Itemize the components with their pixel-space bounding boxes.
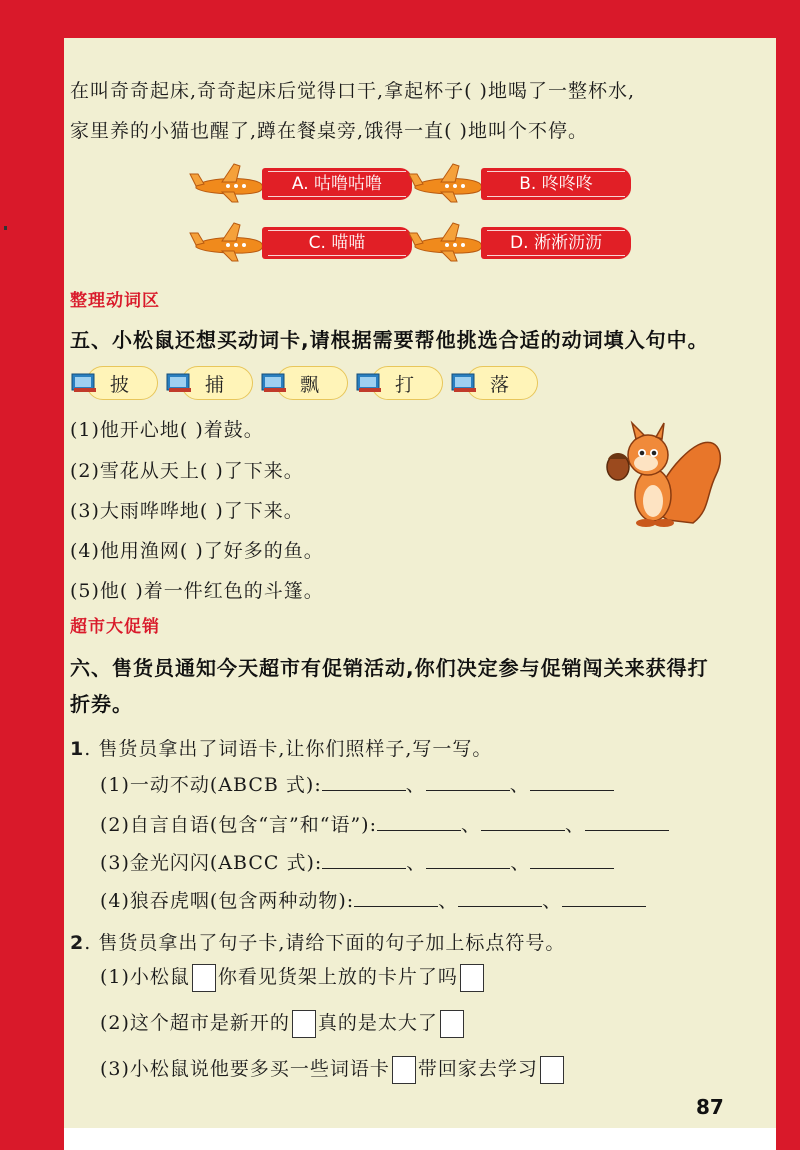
answer-blank[interactable] xyxy=(530,772,614,791)
answer-blank[interactable] xyxy=(322,772,406,791)
answer-blank[interactable] xyxy=(585,812,669,831)
book-icon xyxy=(165,370,193,394)
page-number: 87 xyxy=(696,1095,724,1119)
sentence-part: 真的是太大了 xyxy=(317,1012,438,1034)
verb-card-text: 打 xyxy=(395,374,415,396)
word-item-3 xyxy=(100,848,614,875)
verb-card-2[interactable] xyxy=(165,362,251,402)
story-line-2: 家里养的小猫也醒了,蹲在餐桌旁,饿得一直( )地叫个不停。 xyxy=(70,120,588,142)
verb-card-text: 落 xyxy=(490,374,510,396)
punctuation-box[interactable] xyxy=(440,1010,464,1038)
answer-blank[interactable] xyxy=(458,888,542,907)
task-2-text: . 售货员拿出了句子卡,请给下面的句子加上标点符号。 xyxy=(84,932,566,954)
separator: 、 xyxy=(510,852,531,874)
word-item-4 xyxy=(100,886,646,913)
sentence-part: (3)小松鼠说他要多买一些词语卡 xyxy=(100,1058,390,1080)
word-item-label: (3)金光闪闪(ABCC 式): xyxy=(100,852,323,874)
sentence-part: 带回家去学习 xyxy=(417,1058,538,1080)
book-icon xyxy=(70,370,98,394)
separator: 、 xyxy=(405,774,426,796)
task-2-prompt xyxy=(70,928,565,955)
question-6-line-2: 折券。 xyxy=(70,692,133,716)
airplane-icon xyxy=(186,162,266,204)
task-1-text: . 售货员拿出了词语卡,让你们照样子,写一写。 xyxy=(84,738,493,760)
answer-blank[interactable] xyxy=(377,812,461,831)
verb-card-3[interactable] xyxy=(260,362,346,402)
task-1-number: 1 xyxy=(70,738,85,760)
task-1-prompt xyxy=(70,734,492,761)
airplane-icon xyxy=(405,162,485,204)
question-6-line-1: 六、售货员通知今天超市有促销活动,你们决定参与促销闯关来获得打 xyxy=(70,656,709,680)
sentence-item-1 xyxy=(100,962,486,992)
verb-card-5[interactable] xyxy=(450,362,536,402)
verb-item-5: (5)他( )着一件红色的斗篷。 xyxy=(70,580,324,602)
word-item-2 xyxy=(100,810,669,837)
option-label: D. 淅淅沥沥 xyxy=(481,227,631,259)
answer-blank[interactable] xyxy=(562,888,646,907)
section-title-verbs: 整理动词区 xyxy=(70,291,160,311)
answer-blank[interactable] xyxy=(530,850,614,869)
word-item-label: (4)狼吞虎咽(包含两种动物): xyxy=(100,890,355,912)
question-5: 五、小松鼠还想买动词卡,请根据需要帮他挑选合适的动词填入句中。 xyxy=(70,328,709,352)
verb-card-text: 披 xyxy=(110,374,130,396)
punctuation-box[interactable] xyxy=(460,964,484,992)
sentence-item-2 xyxy=(100,1008,466,1038)
verb-item-1: (1)他开心地( )着鼓。 xyxy=(70,419,264,441)
airplane-icon xyxy=(405,221,485,263)
airplane-icon xyxy=(186,221,266,263)
option-label: A. 咕噜咕噜 xyxy=(262,168,412,200)
answer-blank[interactable] xyxy=(354,888,438,907)
option-label: C. 喵喵 xyxy=(262,227,412,259)
task-2-number: 2 xyxy=(70,932,85,954)
answer-blank[interactable] xyxy=(481,812,565,831)
bottom-margin xyxy=(64,1128,776,1150)
sentence-item-3 xyxy=(100,1054,566,1084)
book-icon xyxy=(450,370,478,394)
verb-item-2: (2)雪花从天上( )了下来。 xyxy=(70,460,304,482)
punctuation-box[interactable] xyxy=(292,1010,316,1038)
option-label: B. 咚咚咚 xyxy=(481,168,631,200)
section-title-sale: 超市大促销 xyxy=(70,617,160,637)
verb-card-4[interactable] xyxy=(355,362,441,402)
story-line-1: 在叫奇奇起床,奇奇起床后觉得口干,拿起杯子( )地喝了一整杯水, xyxy=(70,80,635,102)
sentence-part: (2)这个超市是新开的 xyxy=(100,1012,290,1034)
separator: 、 xyxy=(461,814,482,836)
verb-item-3: (3)大雨哗哗地( )了下来。 xyxy=(70,500,304,522)
answer-blank[interactable] xyxy=(322,850,406,869)
edge-mark xyxy=(4,226,7,230)
punctuation-box[interactable] xyxy=(540,1056,564,1084)
separator: 、 xyxy=(406,852,427,874)
sentence-part: (1)小松鼠 xyxy=(100,966,190,988)
verb-card-text: 捕 xyxy=(205,374,225,396)
squirrel-illustration xyxy=(598,415,728,530)
word-item-1 xyxy=(100,770,614,797)
verb-card-text: 飘 xyxy=(300,374,320,396)
word-item-label: (2)自言自语(包含“言”和“语”): xyxy=(100,814,377,836)
book-icon xyxy=(355,370,383,394)
separator: 、 xyxy=(565,814,586,836)
word-item-label: (1)一动不动(ABCB 式): xyxy=(100,774,322,796)
answer-blank[interactable] xyxy=(426,772,510,791)
verb-card-1[interactable] xyxy=(70,362,156,402)
separator: 、 xyxy=(542,890,563,912)
punctuation-box[interactable] xyxy=(192,964,216,992)
punctuation-box[interactable] xyxy=(392,1056,416,1084)
separator: 、 xyxy=(509,774,530,796)
separator: 、 xyxy=(438,890,459,912)
verb-item-4: (4)他用渔网( )了好多的鱼。 xyxy=(70,540,324,562)
sentence-part: 你看见货架上放的卡片了吗 xyxy=(217,966,458,988)
book-icon xyxy=(260,370,288,394)
answer-blank[interactable] xyxy=(426,850,510,869)
